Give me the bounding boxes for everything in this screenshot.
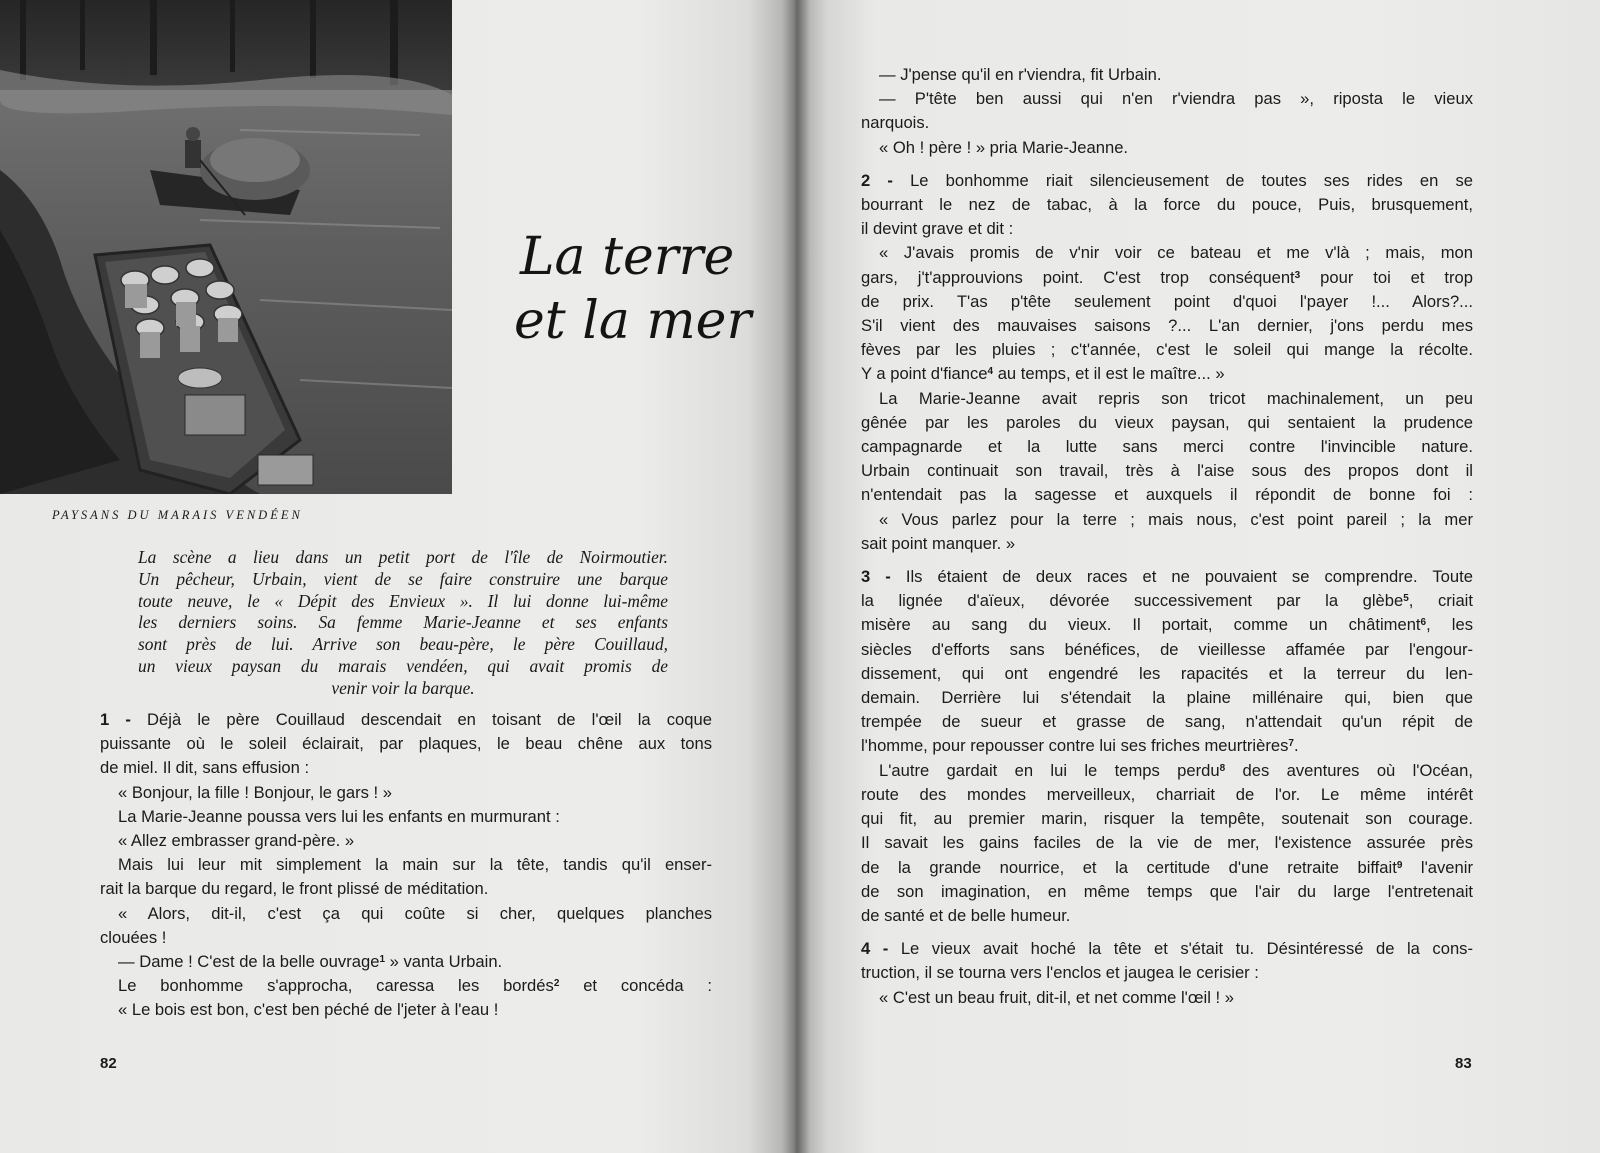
intro-line: La scène a lieu dans un petit port de l'île de Noirmoutier.: [138, 547, 668, 567]
photo-caption: PAYSANS DU MARAIS VENDÉEN: [52, 508, 303, 522]
text-line: de la grande nourrice, et la certitude d'une retraite biffait$^9$ l'avenir: [861, 857, 1473, 877]
intro-line: sont près de lui. Arrive son beau-père, le père Couillaud,: [138, 634, 668, 655]
text-line: rait la barque du regard, le front plissé de méditation.: [100, 879, 489, 899]
text-line: 1 - Déjà le père Couillaud descendait en toisant de l'œil la coque: [100, 710, 712, 729]
intro-line: Un pêcheur, Urbain, vient de se faire construire une barque: [138, 568, 668, 589]
text-line: — J'pense qu'il en r'viendra, fit Urbain.: [879, 65, 1162, 84]
text-line: bourrant le nez de tabac, à la force du pouce, Puis, brusquement,: [861, 195, 1473, 215]
chapter-title: [514, 225, 752, 353]
text-line: trempée de sueur et grasse de sang, n'attendait qu'un répit de: [861, 712, 1473, 732]
footnote-ref: 8: [1219, 762, 1226, 774]
intro-line: les derniers soins. Sa femme Marie-Jeanne et ses enfants: [138, 612, 668, 633]
text-line: de santé et de belle humeur.: [861, 905, 1071, 925]
section-number: 3 -: [861, 567, 891, 587]
section-number: 4 -: [861, 939, 889, 959]
text-line: S'il vient des mauvaises saisons ?... L'an dernier, j'ons perdu mes: [861, 316, 1473, 336]
text-line: « J'avais promis de v'nir voir ce bateau et me v'là ; mais, mon: [879, 243, 1473, 263]
text-line: Le bonhomme s'approcha, caressa les bordés$^2$ et concéda :: [118, 976, 712, 996]
page-number-right: 83: [1455, 1055, 1472, 1072]
text-line: « Oh ! père ! » pria Marie-Jeanne.: [879, 137, 1129, 157]
text-line: puissante où le soleil éclairait, par plaques, le beau chêne aux tons: [100, 734, 712, 754]
left-page: [0, 0, 795, 1153]
text-line: n'entendait pas la sagesse et auxquels il répondit de bonne foi :: [861, 485, 1473, 505]
text-line: clouées !: [100, 927, 167, 947]
footnote-ref: 1: [379, 954, 385, 966]
text-line: — Dame ! C'est de la belle ouvrage$^1$ » vanta Urbain.: [118, 952, 503, 972]
intro-line: un vieux paysan du marais vendéen, qui avait promis de: [138, 655, 668, 676]
page-number-left: 82: [100, 1055, 117, 1072]
right-body-text: [861, 63, 1473, 1010]
footnote-ref: 2: [553, 978, 560, 990]
text-line: de prix. T'as p'tête seulement point d'quoi l'payer !... Alors?...: [861, 291, 1473, 311]
footnote-ref: 7: [1288, 738, 1294, 750]
title-line-1: La terre: [520, 227, 735, 287]
footnote-ref: 5: [1403, 593, 1409, 605]
intro-paragraph: [138, 547, 668, 700]
text-line: la lignée d'aïeux, dévorée successivement par la glèbe$^5$, criait: [861, 591, 1473, 611]
marsh-photo-illustration: [0, 0, 452, 494]
text-line: siècles d'efforts sans bénéfices, de vieillesse affamée par l'engour-: [861, 639, 1473, 659]
text-line: L'autre gardait en lui le temps perdu$^8$ des aventures où l'Océan,: [879, 760, 1473, 780]
section-number: 2 -: [861, 170, 893, 190]
text-line: « Vous parlez pour la terre ; mais nous, c'est point pareil ; la mer: [879, 509, 1473, 529]
text-line: « Le bois est bon, c'est ben péché de l'jeter à l'eau !: [118, 1000, 499, 1020]
footnote-ref: 9: [1396, 859, 1403, 871]
text-line: gars, j't'approuvions point. C'est trop conséquent$^3$ pour toi et trop: [861, 267, 1473, 287]
footnote-ref: 3: [1294, 269, 1301, 281]
left-body-text: [100, 708, 712, 1023]
text-line: qui fit, au premier marin, risquer la tempête, soutenait son courage.: [861, 809, 1473, 829]
text-line: gênée par les paroles du vieux paysan, qui sentaient la prudence: [861, 412, 1473, 432]
intro-line: toute neuve, le « Dépit des Envieux ». Il lui donne lui-même: [138, 590, 668, 611]
text-line: Urbain continuait son travail, très à l'aise sous des propos dont il: [861, 461, 1473, 481]
text-line: Il savait les gains faciles de la vie de mer, l'existence assurée près: [861, 833, 1473, 853]
text-line: « Alors, dit-il, c'est ça qui coûte si cher, quelques planches: [118, 903, 712, 923]
intro-line: venir voir la barque.: [331, 677, 475, 698]
text-line: « Bonjour, la fille ! Bonjour, le gars ! »: [118, 782, 392, 802]
footnote-ref: 4: [987, 366, 994, 378]
text-line: La Marie-Jeanne poussa vers lui les enfants en murmurant :: [118, 806, 560, 826]
text-line: l'homme, pour repousser contre lui ses friches meurtrières$^7$.: [861, 736, 1299, 756]
text-line: « Allez embrasser grand-père. »: [118, 831, 355, 851]
text-line: Y a point d'fiance$^4$ au temps, et il est le maître... »: [861, 364, 1225, 384]
text-line: campagnarde et la lutte sans merci contre l'invincible nature.: [861, 437, 1473, 457]
text-line: 3 - Ils étaient de deux races et ne pouvaient se comprendre. Toute: [861, 567, 1473, 587]
marsh-photo: [0, 0, 452, 494]
book-gutter: [782, 0, 810, 1153]
text-line: truction, il se tourna vers l'enclos et jaugea le cerisier :: [861, 963, 1259, 983]
title-line-2: et la mer: [514, 291, 752, 351]
text-line: route des mondes merveilleux, charriait de l'or. Le même intérêt: [861, 784, 1473, 804]
text-line: 4 - Le vieux avait hoché la tête et s'était tu. Désintéressé de la cons-: [861, 939, 1473, 959]
text-line: La Marie-Jeanne avait repris son tricot machinalement, un peu: [879, 388, 1473, 408]
footnote-ref: 6: [1420, 617, 1427, 629]
text-line: 2 - Le bonhomme riait silencieusement de toutes ses rides en se: [861, 170, 1473, 190]
text-line: dissement, qui ont engendré les rapacités et la terreur du len-: [861, 663, 1473, 683]
text-line: de miel. Il dit, sans effusion :: [100, 758, 310, 778]
section-number: 1 -: [100, 710, 131, 729]
text-line: narquois.: [861, 113, 930, 133]
text-line: demain. Derrière lui s'étendait la plaine millénaire qui, bien que: [861, 688, 1473, 708]
text-line: « C'est un beau fruit, dit-il, et net comme l'œil ! »: [879, 987, 1234, 1007]
text-line: Mais lui leur mit simplement la main sur la tête, tandis qu'il enser-: [118, 855, 712, 875]
text-line: fèves par les pluies ; c't'année, c'est le soleil qui mange la récolte.: [861, 340, 1473, 360]
text-line: — P'tête ben aussi qui n'en r'viendra pas », riposta le vieux: [879, 89, 1473, 109]
text-line: de son imagination, en même temps que l'air du large l'entretenait: [861, 881, 1473, 901]
text-line: misère au sang du vieux. Il portait, comme un châtiment$^6$, les: [861, 615, 1473, 635]
text-line: sait point manquer. »: [861, 533, 1016, 553]
text-line: il devint grave et dit :: [861, 219, 1014, 239]
